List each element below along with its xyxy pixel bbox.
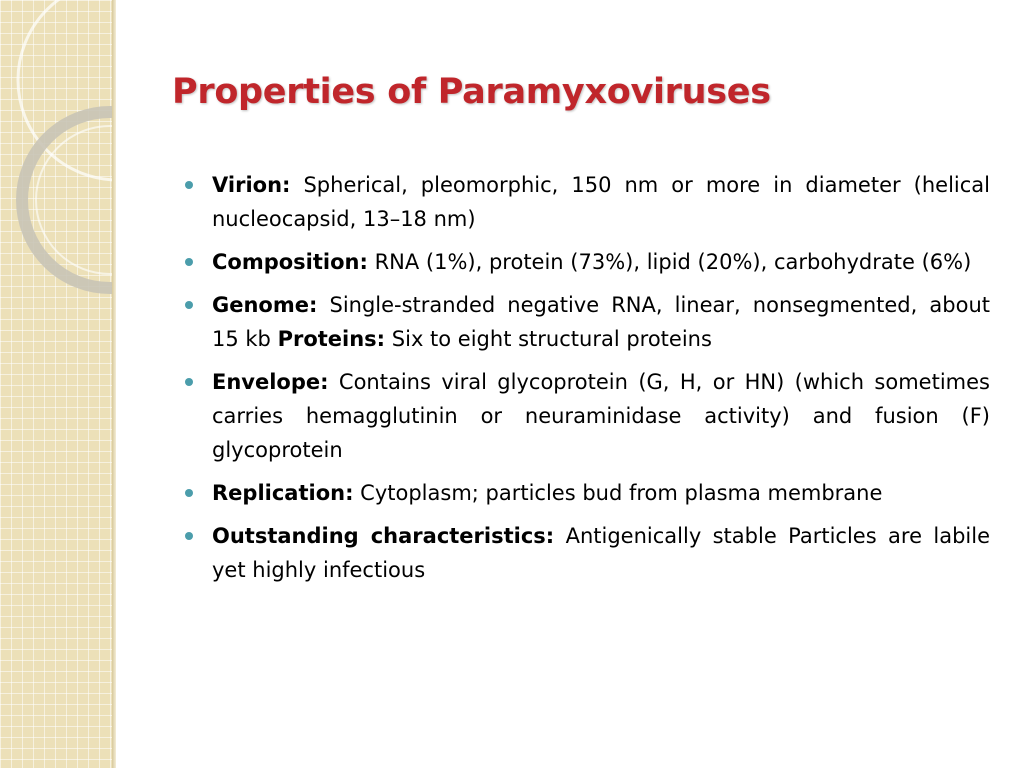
bullet-item-replication	[212, 476, 990, 510]
bullet-label: Genome:	[212, 293, 318, 317]
bullet-text: RNA (1%), protein (73%), lipid (20%), carbohydrate (6%)	[374, 250, 972, 274]
bullet-item-composition	[212, 245, 990, 279]
decorative-sidebar	[0, 0, 112, 768]
bullet-item-envelope	[212, 365, 990, 467]
bullet-item-characteristics	[212, 519, 990, 587]
bullet-label: Virion:	[212, 173, 291, 197]
bullet-dot-icon	[185, 378, 193, 386]
bullet-dot-icon	[185, 301, 193, 309]
bullet-item-genome	[212, 288, 990, 356]
sidebar-edge	[112, 0, 116, 768]
bullet-label-proteins: Proteins:	[277, 327, 386, 351]
bullet-text: Contains viral glycoprotein (G, H, or HN) (which sometimes carries hemagglutinin or neuraminidase activity) and fusion (F) glycoprotein	[212, 370, 990, 462]
bullet-dot-icon	[185, 489, 193, 497]
decorative-rings-graphic	[0, 0, 112, 768]
bullet-text: Spherical, pleomorphic, 150 nm or more in diameter (helical nucleocapsid, 13–18 nm)	[212, 173, 990, 231]
bullet-list	[212, 168, 990, 596]
bullet-item-virion	[212, 168, 990, 236]
bullet-label: Composition:	[212, 250, 368, 274]
bullet-label: Envelope:	[212, 370, 329, 394]
bullet-label: Replication:	[212, 481, 354, 505]
slide-title: Properties of Paramyxoviruses	[172, 72, 771, 112]
bullet-text: Single-stranded negative RNA, linear, nonsegmented, about 15 kb	[212, 293, 990, 351]
bullet-dot-icon	[185, 258, 193, 266]
bullet-label: Outstanding characteristics:	[212, 524, 555, 548]
bullet-text-proteins: Six to eight structural proteins	[391, 327, 712, 351]
bullet-dot-icon	[185, 532, 193, 540]
bullet-text: Antigenically stable Particles are labile yet highly infectious	[212, 524, 990, 582]
bullet-dot-icon	[185, 181, 193, 189]
bullet-text: Cytoplasm; particles bud from plasma membrane	[360, 481, 883, 505]
